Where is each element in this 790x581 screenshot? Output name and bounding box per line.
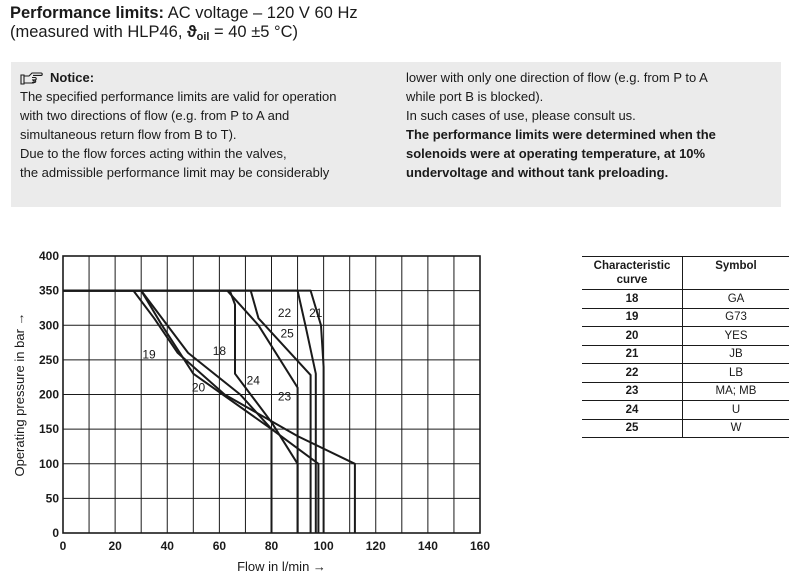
performance-chart — [0, 240, 500, 581]
notice-box — [11, 62, 781, 207]
curve-label-19: 19 — [142, 347, 156, 362]
table-row — [582, 327, 789, 346]
curve-symbol: G73 — [683, 308, 790, 327]
curve-label-21: 21 — [309, 305, 323, 320]
header-characteristic-curve: Characteristic curve — [582, 257, 683, 290]
y-tick-label: 50 — [45, 491, 59, 506]
notice-right-line: lower with only one direction of flow (e.g. from P to A — [406, 70, 708, 85]
y-tick-label: 250 — [38, 352, 59, 367]
curve-23 — [63, 291, 298, 533]
notice-right-column — [406, 68, 776, 182]
notice-right-line: while port B is blocked). — [406, 89, 544, 104]
y-tick-label: 350 — [38, 283, 59, 298]
x-tick-label: 0 — [59, 539, 67, 553]
x-tick-label: 60 — [212, 539, 227, 553]
x-tick-label: 20 — [108, 539, 122, 553]
y-tick-label: 300 — [38, 318, 59, 333]
x-tick-label: 100 — [313, 539, 334, 553]
x-tick-label: 40 — [160, 539, 174, 553]
notice-left-line: Due to the flow forces acting within the valves, — [20, 146, 287, 161]
y-axis-label: Operating pressure in bar → — [12, 312, 27, 477]
table-row — [582, 382, 789, 401]
x-tick-label: 160 — [469, 539, 491, 553]
curve-number: 23 — [582, 382, 683, 401]
curve-symbol-table — [582, 256, 789, 438]
notice-left-line: with two directions of flow (e.g. from P to A and — [20, 108, 290, 123]
curve-25 — [63, 291, 311, 533]
theta-symbol: ϑ — [187, 23, 197, 41]
curve-symbol: MA; MB — [683, 382, 790, 401]
notice-bold-line: solenoids were at operating temperature, at 10% — [406, 146, 706, 161]
theta-subscript: oil — [196, 31, 210, 43]
table-row — [582, 290, 789, 309]
curve-symbol: U — [683, 401, 790, 420]
table-row — [582, 308, 789, 327]
curve-label-25: 25 — [280, 326, 294, 341]
table-row — [582, 401, 789, 420]
curve-label-22: 22 — [277, 305, 292, 320]
curve-number: 25 — [582, 419, 683, 438]
notice-left-line: the admissible performance limit may be considerably — [20, 165, 330, 180]
title-line — [10, 4, 358, 23]
curve-symbol: LB — [683, 364, 790, 383]
title-rest: AC voltage – 120 V 60 Hz — [167, 4, 358, 22]
y-tick-label: 0 — [52, 526, 59, 540]
table-row — [582, 419, 789, 438]
notice-left-line: The specified performance limits are valid for operation — [20, 89, 337, 104]
curve-label-20: 20 — [191, 380, 206, 395]
curve-label-23: 23 — [277, 389, 292, 404]
measurement-line — [10, 23, 358, 47]
table-header-row — [582, 257, 789, 290]
y-tick-label: 100 — [38, 456, 59, 471]
curve-symbol: JB — [683, 345, 790, 364]
x-tick-label: 120 — [365, 539, 386, 553]
curve-symbol: W — [683, 419, 790, 438]
chart-curves — [63, 291, 355, 533]
curve-label-24: 24 — [246, 373, 260, 388]
notice-right-line: In such cases of use, please consult us. — [406, 108, 636, 123]
y-tick-label: 400 — [38, 249, 59, 263]
curve-22 — [63, 291, 316, 533]
title-bold: Performance limits: — [10, 4, 165, 22]
y-tick-label: 200 — [38, 387, 59, 402]
header-symbol: Symbol — [683, 257, 790, 290]
curve-number: 19 — [582, 308, 683, 327]
notice-bold-line: undervoltage and without tank preloading. — [406, 165, 669, 180]
table-row — [582, 364, 789, 383]
x-tick-label: 80 — [264, 539, 279, 553]
pointing-hand-icon — [20, 71, 44, 85]
curve-18 — [63, 291, 298, 533]
notice-bold-line: The performance limits were determined when the — [406, 127, 716, 142]
curve-number: 22 — [582, 364, 683, 383]
curve-number: 21 — [582, 345, 683, 364]
curve-number: 20 — [582, 327, 683, 346]
y-tick-label: 150 — [38, 422, 59, 437]
notice-label: Notice: — [50, 70, 95, 85]
curve-number: 18 — [582, 290, 683, 309]
page-header — [10, 4, 358, 47]
curve-symbol: YES — [683, 327, 790, 346]
notice-left-column — [20, 68, 400, 182]
curve-number: 24 — [582, 401, 683, 420]
notice-heading — [20, 68, 400, 87]
x-axis-label: Flow in l/min → — [237, 559, 326, 574]
measurement-suffix: = 40 ±5 °C) — [209, 23, 299, 41]
chart-ticks — [39, 249, 490, 553]
x-tick-label: 140 — [417, 539, 438, 553]
notice-left-line: simultaneous return flow from B to T). — [20, 127, 237, 142]
table-row — [582, 345, 789, 364]
measurement-prefix: (measured with HLP46, — [10, 23, 187, 41]
curve-label-18: 18 — [212, 343, 227, 358]
curve-symbol: GA — [683, 290, 790, 309]
